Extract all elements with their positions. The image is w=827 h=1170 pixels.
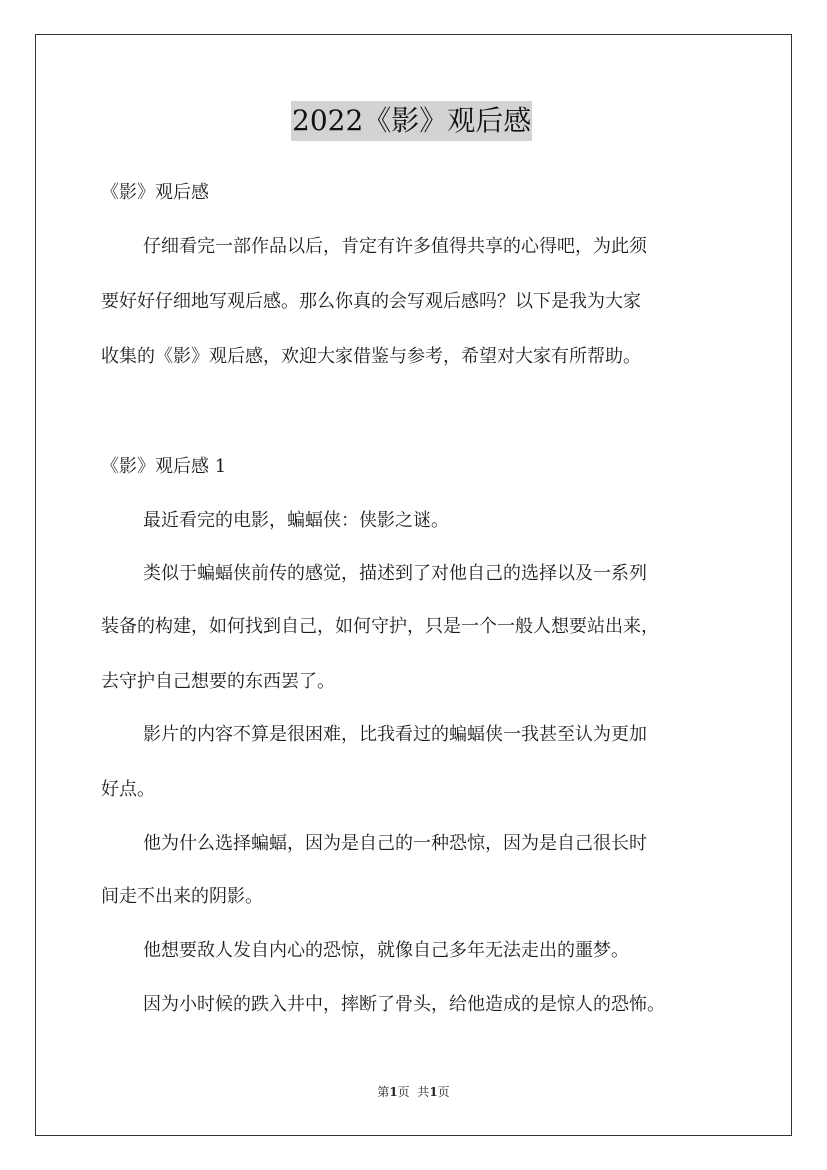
- body-line-10: 因为小时候的跌入井中，摔断了骨头，给他造成的是惊人的恐怖。: [143, 994, 665, 1015]
- intro-line-1: 仔细看完一部作品以后，肯定有许多值得共享的心得吧，为此须: [143, 236, 647, 257]
- section-heading: 《影》观后感: [101, 182, 209, 203]
- body-line-4: 去守护自己想要的东西罢了。: [101, 671, 335, 692]
- footer-page-total: 1: [429, 1085, 438, 1099]
- footer-page-mid: 页 共: [397, 1085, 430, 1099]
- intro-line-2: 要好好仔细地写观后感。那么你真的会写观后感吗？以下是我为大家: [101, 291, 641, 312]
- body-line-9: 他想要敌人发自内心的恐惊，就像自己多年无法走出的噩梦。: [143, 940, 629, 961]
- page-footer: [0, 1084, 827, 1100]
- intro-line-3: 收集的《影》观后感，欢迎大家借鉴与参考，希望对大家有所帮助。: [101, 346, 641, 367]
- document-title: 2022《影》观后感: [291, 101, 532, 141]
- body-line-1: 最近看完的电影，蝙蝠侠：侠影之谜。: [143, 510, 449, 531]
- body-line-3: 装备的构建，如何找到自己，如何守护，只是一个一般人想要站出来，: [101, 616, 659, 637]
- body-line-7: 他为什么选择蝙蝠，因为是自己的一种恐惊，因为是自己很长时: [143, 833, 647, 854]
- body-line-8: 间走不出来的阴影。: [101, 886, 263, 907]
- body-line-6: 好点。: [101, 779, 155, 800]
- footer-page-suffix: 页: [437, 1085, 450, 1099]
- section-heading-1: 《影》观后感 1: [101, 456, 227, 477]
- footer-page-current: 1: [389, 1085, 398, 1099]
- body-line-2: 类似于蝙蝠侠前传的感觉，描述到了对他自己的选择以及一系列: [143, 563, 647, 584]
- footer-page-prefix: 第: [377, 1085, 390, 1099]
- body-line-5: 影片的内容不算是很困难，比我看过的蝙蝠侠一我甚至认为更加: [143, 724, 647, 745]
